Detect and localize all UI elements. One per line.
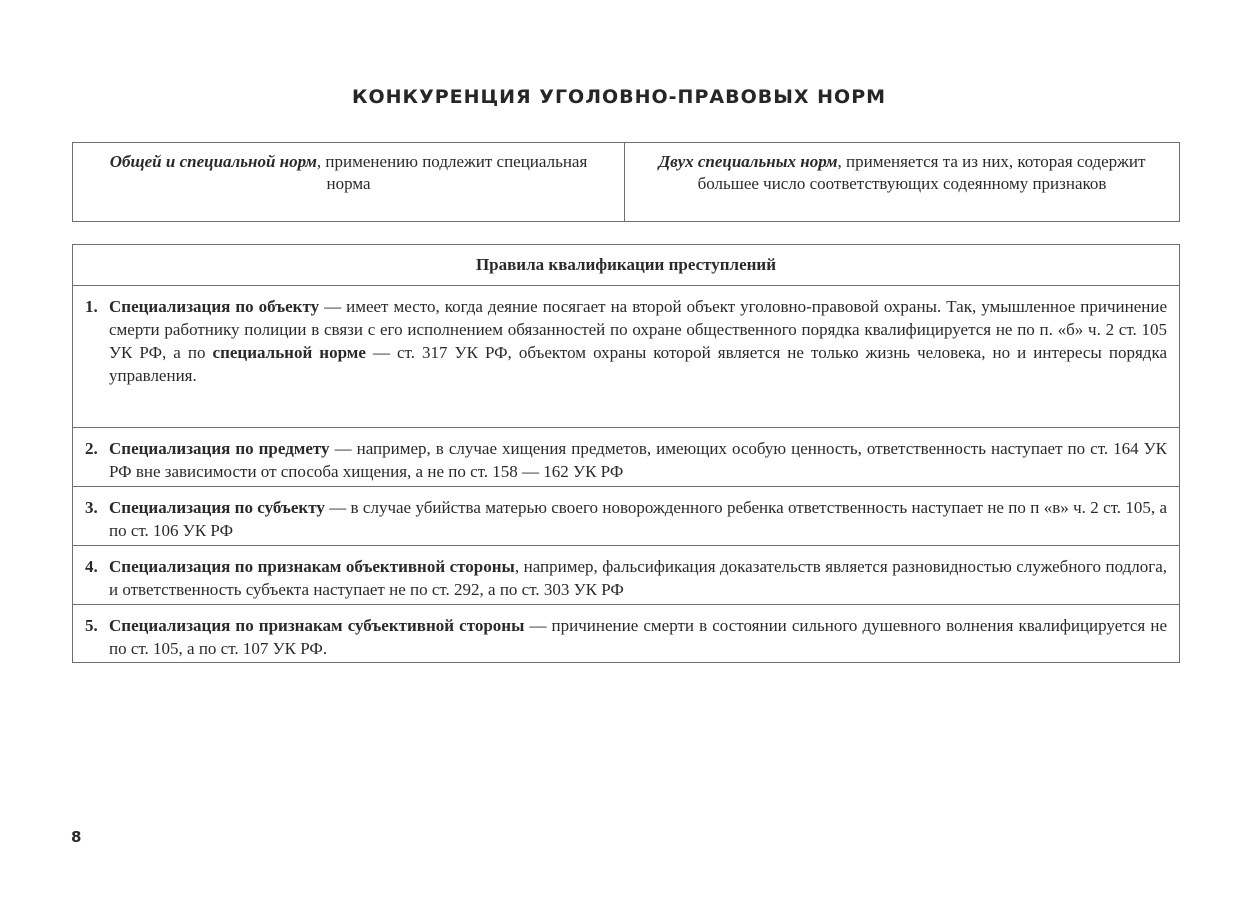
rule-number: 2. [85, 439, 98, 458]
rule-description: , например, фальсификация доказательств является разновидностью служебного подлога, и ответственность субъекта наступает не по ст. 292, а по ст. 303 УК РФ [109, 557, 1167, 599]
rules-table-header: Правила квалификации преступлений [73, 245, 1179, 286]
rule-description-cont: — ст. 317 УК РФ, объектом охраны которой является не только жизнь человека, но и интересы порядка управления. [109, 343, 1168, 385]
general-special-norms-cell [73, 143, 625, 221]
rule-row-objective-side [73, 546, 1179, 605]
page-number: 8 [71, 828, 82, 846]
general-special-norms-text: , применению подлежит специальная норма [316, 152, 588, 193]
rule-term: Специализация по признакам субъективной стороны [109, 616, 525, 635]
rule-row-object [73, 286, 1179, 428]
rule-text [109, 496, 1167, 545]
rule-row-subject [73, 487, 1179, 546]
qualification-rules-table [72, 244, 1180, 663]
rule-number: 1. [85, 297, 98, 316]
rule-description: — например, в случае хищения предметов, имеющих особую ценность, ответственность наступает по ст. 164 УК РФ вне зависимости от способа хищения, а не по ст. 158 — 162 УК РФ [109, 439, 1167, 481]
rule-description: — в случае убийства матерью своего новорожденного ребенка ответственность наступает не по п «в» ч. 2 ст. 105, а по ст. 106 УК РФ [109, 498, 1168, 540]
rule-text [109, 555, 1167, 604]
rule-number: 4. [85, 557, 98, 576]
concurrency-table [72, 142, 1180, 222]
rule-text [109, 614, 1167, 662]
rule-row-subject-matter [73, 428, 1179, 487]
rule-term: Специализация по субъекту [109, 498, 325, 517]
rule-number: 3. [85, 498, 98, 517]
rule-text [109, 437, 1167, 486]
rule-text [109, 295, 1167, 427]
rule-term: Специализация по признакам объективной стороны [109, 557, 515, 576]
rule-row-subjective-side [73, 605, 1179, 662]
rule-term: Специализация по объекту [109, 297, 320, 316]
rule-description: — причинение смерти в состоянии сильного душевного волнения квалифицируется не по ст. 105, а по ст. 107 УК РФ. [109, 616, 1167, 658]
rule-number: 5. [85, 616, 98, 635]
general-special-norms-lead: Общей и специальной норм [109, 152, 317, 171]
rule-term-special-norm: специальной норме [212, 343, 366, 362]
two-special-norms-lead: Двух специальных норм [658, 152, 838, 171]
page-title: КОНКУРЕНЦИЯ УГОЛОВНО-ПРАВОВЫХ НОРМ [351, 86, 887, 108]
two-special-norms-cell [625, 143, 1179, 221]
rule-description: — имеет место, когда деяние посягает на второй объект уголовно-правовой охраны. Так, умышленное причинение смерти работнику полиции в связи с его исполнением обязанностей по охране общественного порядка квалифицируется не по п. «б» ч. 2 ст. 105 УК РФ, а по [109, 297, 1168, 362]
rule-term: Специализация по предмету [109, 439, 330, 458]
two-special-norms-text: , применяется та из них, которая содержит большее число соответствующих содеянному признаков [697, 152, 1146, 193]
